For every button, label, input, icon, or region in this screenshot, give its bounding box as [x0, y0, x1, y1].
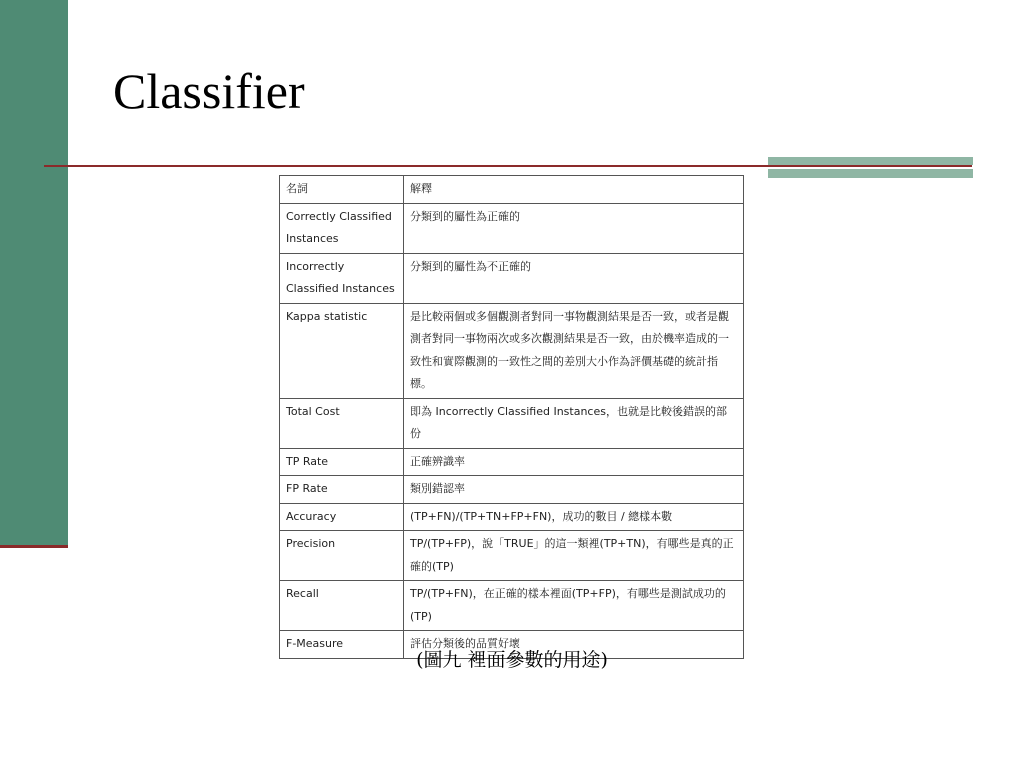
table-row	[280, 581, 744, 631]
table-header-row	[280, 176, 744, 204]
table-row	[280, 503, 744, 531]
term-cell: Kappa statistic	[280, 303, 404, 398]
accent-bar-top	[768, 157, 973, 165]
description-cell: 評估分類後的品質好壞	[404, 631, 744, 659]
description-cell: (TP+FN)/(TP+TN+FP+FN)，成功的數目 / 總樣本數	[404, 503, 744, 531]
table-row	[280, 531, 744, 581]
header-term: 名詞	[280, 176, 404, 204]
description-cell: TP/(TP+FN)，在正確的樣本裡面(TP+FP)，有哪些是測試成功的(TP)	[404, 581, 744, 631]
term-cell: TP Rate	[280, 448, 404, 476]
term-cell: Precision	[280, 531, 404, 581]
description-cell: 分類到的屬性為不正確的	[404, 253, 744, 303]
description-cell: 類別錯認率	[404, 476, 744, 504]
figure-caption: (圖九 裡面參數的用途)	[416, 649, 608, 671]
term-cell: Accuracy	[280, 503, 404, 531]
description-cell: TP/(TP+FP)，說「TRUE」的這一類裡(TP+TN)，有哪些是真的正確的(TP)	[404, 531, 744, 581]
term-cell: Correctly Classified Instances	[280, 203, 404, 253]
description-cell: 正確辨識率	[404, 448, 744, 476]
left-decorative-bar	[0, 0, 68, 547]
table-row	[280, 203, 744, 253]
left-bar-underline	[0, 545, 68, 548]
description-cell: 分類到的屬性為正確的	[404, 203, 744, 253]
parameter-table	[279, 175, 744, 659]
term-cell: Total Cost	[280, 398, 404, 448]
term-cell: F-Measure	[280, 631, 404, 659]
table-row	[280, 253, 744, 303]
description-cell: 是比較兩個或多個觀測者對同一事物觀測結果是否一致，或者是觀測者對同一事物兩次或多次觀測結果是否一致，由於機率造成的一致性和實際觀測的一致性之間的差別大小作為評價基礎的統計指標。	[404, 303, 744, 398]
header-description: 解釋	[404, 176, 744, 204]
term-cell: FP Rate	[280, 476, 404, 504]
table-row	[280, 476, 744, 504]
table-row	[280, 303, 744, 398]
description-cell: 即為 Incorrectly Classified Instances，也就是比較後錯誤的部份	[404, 398, 744, 448]
term-cell: Recall	[280, 581, 404, 631]
term-cell: Incorrectly Classified Instances	[280, 253, 404, 303]
slide-title: Classifier	[113, 63, 305, 119]
table-row	[280, 448, 744, 476]
title-divider	[44, 165, 972, 167]
table-row	[280, 398, 744, 448]
accent-bar-bottom	[768, 169, 973, 178]
